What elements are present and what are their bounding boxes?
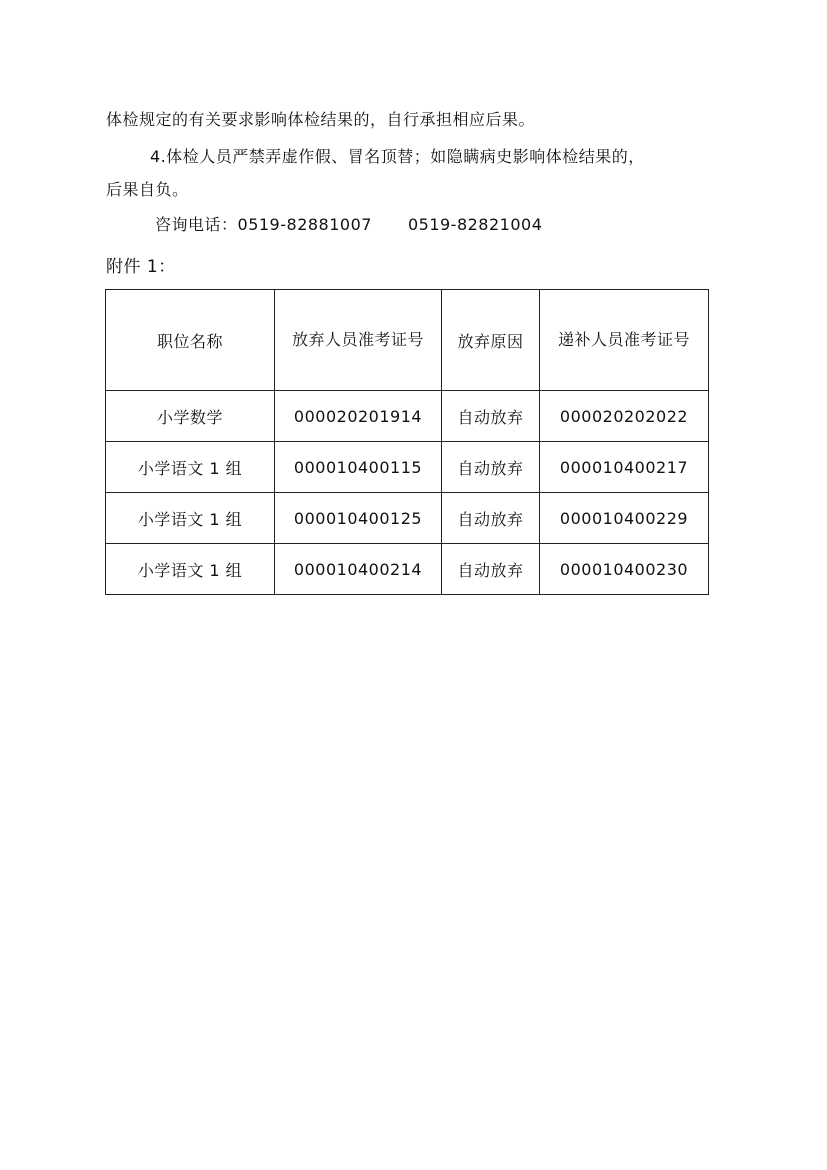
table-row bbox=[106, 493, 709, 544]
cell-withdrawn-ticket-number: 000010400125 bbox=[275, 493, 442, 544]
cell-withdrawal-reason: 自动放弃 bbox=[442, 442, 540, 493]
cell-replacement-ticket-number: 000010400217 bbox=[540, 442, 709, 493]
cell-withdrawal-reason: 自动放弃 bbox=[442, 391, 540, 442]
table-row bbox=[106, 544, 709, 595]
cell-replacement-ticket-number: 000010400230 bbox=[540, 544, 709, 595]
cell-replacement-ticket-number: 000020202022 bbox=[540, 391, 709, 442]
cell-withdrawn-ticket-number: 000010400214 bbox=[275, 544, 442, 595]
header-withdrawal-reason: 放弃原因 bbox=[442, 290, 540, 391]
header-position-name: 职位名称 bbox=[106, 290, 275, 391]
attachment-label: 附件 1： bbox=[106, 257, 176, 277]
phone-number-2: 0519-82821004 bbox=[407, 215, 543, 234]
header-replacement-ticket-number: 递补人员准考证号 bbox=[540, 290, 709, 391]
table-row bbox=[106, 442, 709, 493]
cell-position-name: 小学语文 1 组 bbox=[106, 442, 275, 493]
cell-position-name: 小学语文 1 组 bbox=[106, 493, 275, 544]
cell-withdrawn-ticket-number: 000010400115 bbox=[275, 442, 442, 493]
cell-withdrawn-ticket-number: 000020201914 bbox=[275, 391, 442, 442]
cell-position-name: 小学数学 bbox=[106, 391, 275, 442]
cell-withdrawal-reason: 自动放弃 bbox=[442, 544, 540, 595]
cell-replacement-ticket-number: 000010400229 bbox=[540, 493, 709, 544]
replacement-table bbox=[105, 289, 709, 595]
paragraph-item-4: 4.体检人员严禁弄虚作假、冒名顶替；如隐瞒病史影响体检结果的， bbox=[150, 147, 645, 166]
contact-line bbox=[155, 215, 542, 235]
paragraph-body-end: 体检规定的有关要求影响体检结果的，自行承担相应后果。 bbox=[106, 110, 536, 129]
table-header-row bbox=[106, 290, 709, 391]
table-row bbox=[106, 391, 709, 442]
phone-number-1: 0519-82881007 bbox=[237, 215, 372, 234]
cell-withdrawal-reason: 自动放弃 bbox=[442, 493, 540, 544]
cell-position-name: 小学语文 1 组 bbox=[106, 544, 275, 595]
contact-label: 咨询电话： bbox=[155, 215, 238, 234]
header-withdrawn-ticket-number: 放弃人员准考证号 bbox=[275, 290, 442, 391]
paragraph-item-4-continued: 后果自负。 bbox=[106, 180, 189, 199]
